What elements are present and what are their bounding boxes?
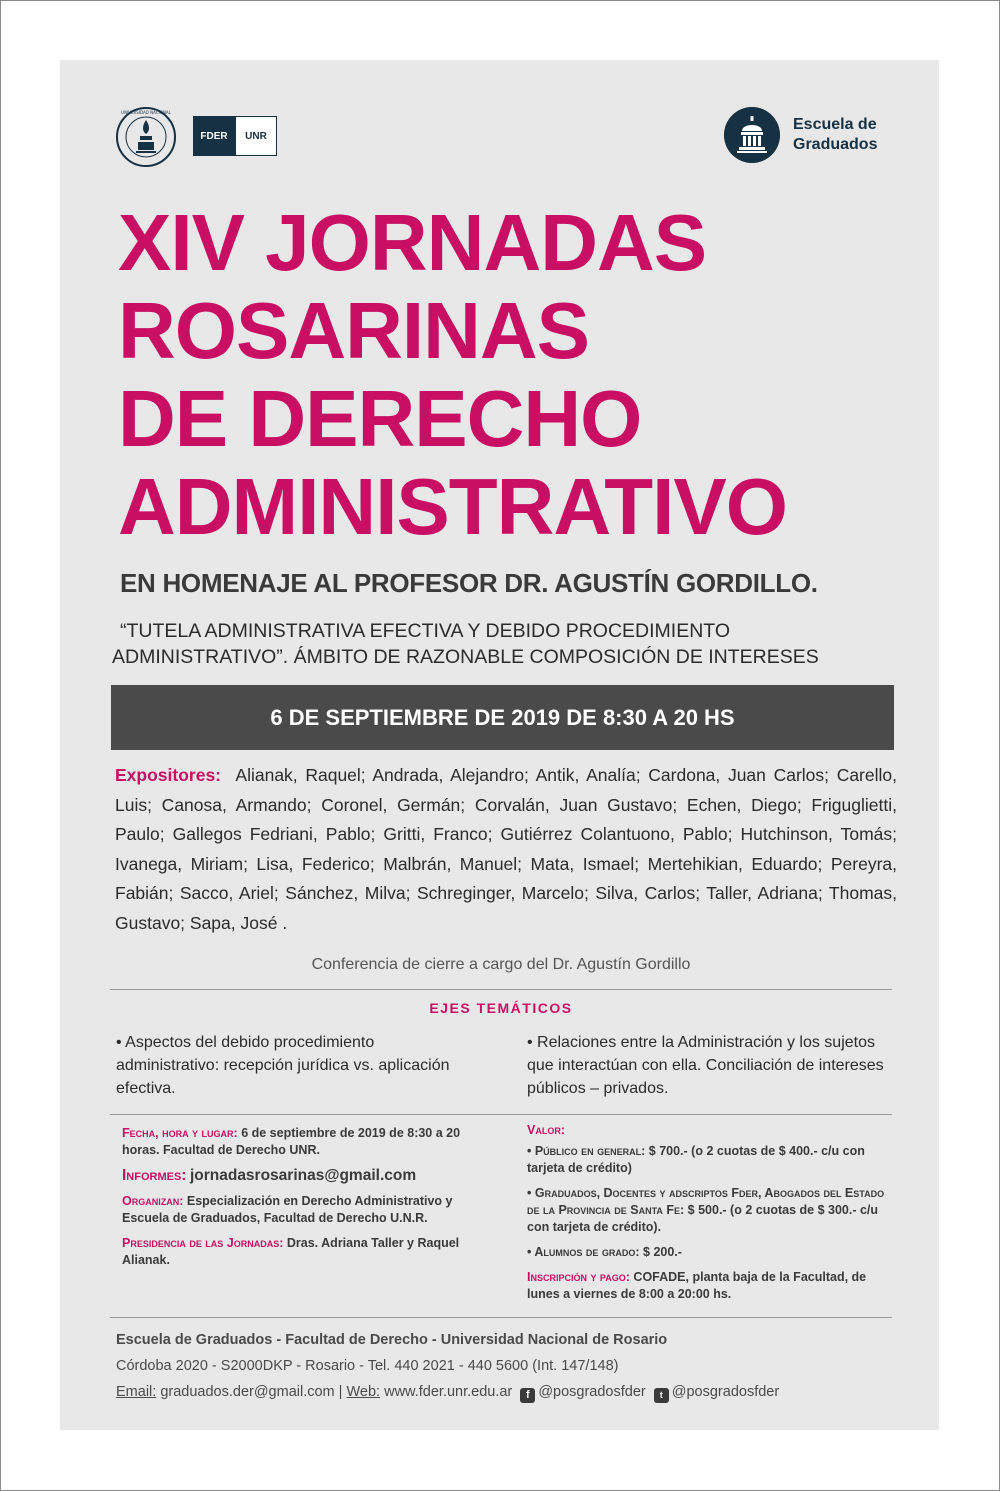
organizan-label: Organizan: bbox=[122, 1194, 184, 1208]
graduados-line1: Escuela de bbox=[793, 116, 877, 133]
closing-conference: Conferencia de cierre a cargo del Dr. Agustín Gordillo bbox=[311, 956, 691, 973]
organizan-info bbox=[122, 1193, 462, 1227]
unr-logo-text: UNR bbox=[235, 116, 277, 156]
alumnos-label: • Alumnos de grado: bbox=[527, 1245, 640, 1259]
presidencia-text: Dras. Adriana Taller y Raquel Alianak. bbox=[122, 1236, 460, 1267]
ejes-title: EJES TEMÁTICOS bbox=[429, 1000, 573, 1016]
eje-right: • Relaciones entre la Administración y los sujetos que interactúan con ella. Conciliación de intereses públicos – privados. bbox=[527, 1034, 884, 1097]
fder-unr-logo bbox=[193, 116, 277, 156]
graduados-text: $ 500.- (o 2 cuotas de $ 300.- c/u con tarjeta de crédito). bbox=[527, 1203, 879, 1234]
divider bbox=[110, 1317, 892, 1318]
eje-left: • Aspectos del debido procedimiento administrativo: recepción jurídica vs. aplicación efectiva. bbox=[116, 1034, 450, 1097]
fecha-label: Fecha, hora y lugar: bbox=[122, 1126, 238, 1140]
homenaje-subtitle: EN HOMENAJE AL PROFESOR DR. AGUSTÍN GORDILLO. bbox=[120, 568, 818, 598]
title-line4: ADMINISTRATIVO bbox=[118, 462, 787, 551]
separator: | bbox=[338, 1384, 343, 1400]
university-seal-icon bbox=[115, 106, 177, 168]
alumnos-text: $ 200.- bbox=[643, 1245, 682, 1259]
publico-text: $ 700.- (o 2 cuotas de $ 400.- c/u con tarjeta de crédito) bbox=[527, 1144, 865, 1175]
valor-label: Valor: bbox=[527, 1123, 565, 1137]
publico-info bbox=[527, 1143, 885, 1177]
expositores-paragraph bbox=[115, 761, 897, 938]
graduados-line2: Graduados bbox=[793, 136, 878, 153]
footer-address: Córdoba 2020 - S2000DKP - Rosario - Tel. 440 2021 - 440 5600 (Int. 147/148) bbox=[116, 1358, 619, 1374]
informes-info bbox=[122, 1167, 462, 1185]
informes-label: Informes: bbox=[122, 1167, 187, 1184]
publico-label: • Público en general: bbox=[527, 1144, 646, 1158]
graduados-label: • Graduados, Docentes y adscriptos Fder, Abogados del Estado de la Provincia de Santa Fe: bbox=[527, 1186, 885, 1217]
inscripcion-label: Inscripción y pago: bbox=[527, 1270, 630, 1284]
info-left bbox=[122, 1125, 462, 1277]
web-label: Web: bbox=[346, 1384, 381, 1400]
escuela-graduados-logo bbox=[724, 107, 924, 163]
web-link[interactable]: www.fder.unr.edu.ar bbox=[384, 1384, 513, 1400]
tutela-line1: “TUTELA ADMINISTRATIVA EFECTIVA Y DEBIDO PROCEDIMIENTO bbox=[120, 620, 731, 642]
twitter-icon: t bbox=[654, 1388, 669, 1403]
graduados-info bbox=[527, 1185, 885, 1236]
organizan-text: Especialización en Derecho Administrativo y Escuela de Graduados, Facultad de Derecho U.N.R. bbox=[122, 1194, 453, 1225]
fecha-text: 6 de septiembre de 2019 de 8:30 a 20 horas. Facultad de Derecho UNR. bbox=[122, 1126, 461, 1157]
valor-heading bbox=[527, 1122, 885, 1139]
presidencia-label: Presidencia de las Jornadas: bbox=[122, 1236, 284, 1250]
inscripcion-text: COFADE, planta baja de la Facultad, de lunes a viernes de 8:00 a 20:00 hs. bbox=[527, 1270, 867, 1301]
facebook-icon: f bbox=[520, 1388, 535, 1403]
date-banner bbox=[111, 685, 894, 750]
footer-institution: Escuela de Graduados - Facultad de Derecho - Universidad Nacional de Rosario bbox=[116, 1332, 668, 1348]
title-line2: ROSARINAS bbox=[118, 286, 590, 375]
title-line1: XIV JORNADAS bbox=[118, 198, 707, 287]
building-dome-icon bbox=[724, 107, 780, 163]
footer bbox=[116, 1328, 896, 1404]
twitter-handle[interactable]: @posgradosfder bbox=[671, 1384, 780, 1400]
alumnos-info bbox=[527, 1244, 885, 1261]
title-line3: DE DERECHO bbox=[118, 374, 642, 463]
divider bbox=[110, 1114, 892, 1115]
event-title bbox=[118, 199, 918, 551]
facebook-handle[interactable]: @posgradosfder bbox=[538, 1384, 646, 1400]
tutela-line2: ADMINISTRATIVO”. ÁMBITO DE RAZONABLE COMPOSICIÓN DE INTERESES bbox=[112, 646, 819, 668]
date-banner-text: 6 DE SEPTIEMBRE DE 2019 DE 8:30 A 20 HS bbox=[270, 704, 735, 730]
fder-logo-text: FDER bbox=[193, 116, 235, 156]
svg-text:UNIVERSIDAD NACIONAL: UNIVERSIDAD NACIONAL bbox=[121, 110, 171, 115]
escuela-graduados-text bbox=[793, 115, 877, 155]
info-right bbox=[527, 1122, 885, 1311]
tutela-subtitle bbox=[112, 618, 892, 670]
email-label: Email: bbox=[116, 1384, 157, 1400]
footer-contacts bbox=[116, 1380, 896, 1404]
expositores-list: Alianak, Raquel; Andrada, Alejandro; Antik, Analía; Cardona, Juan Carlos; Carello, Luis; Canosa, Armando; Coronel, Germán; Corvalán, Juan Gustavo; Echen, Diego; Friguglietti, Paulo; Gallegos Fedriani, Pablo; Gritti, Franco; Gutiérrez Colantuono, Pablo; Hutchinson, Tomás; Ivanega, Miriam; Lisa, Federico; Malbrán, Manuel; Mata, Ismael; Mertehikian, Eduardo; Pereyra, Fabián; Sacco, Ariel; Sánchez, Milva; Schreginger, Marcelo; Silva, Carlos; Taller, Adriana; Thomas, Gustavo; Sapa, José . bbox=[115, 765, 897, 933]
expositores-label: Expositores: bbox=[115, 765, 221, 785]
fecha-info bbox=[122, 1125, 462, 1159]
presidencia-info bbox=[122, 1235, 462, 1269]
informes-email: jornadasrosarinas@gmail.com bbox=[189, 1167, 417, 1184]
email-link[interactable]: graduados.der@gmail.com bbox=[160, 1384, 335, 1400]
divider bbox=[110, 989, 892, 990]
inscripcion-info bbox=[527, 1269, 885, 1303]
